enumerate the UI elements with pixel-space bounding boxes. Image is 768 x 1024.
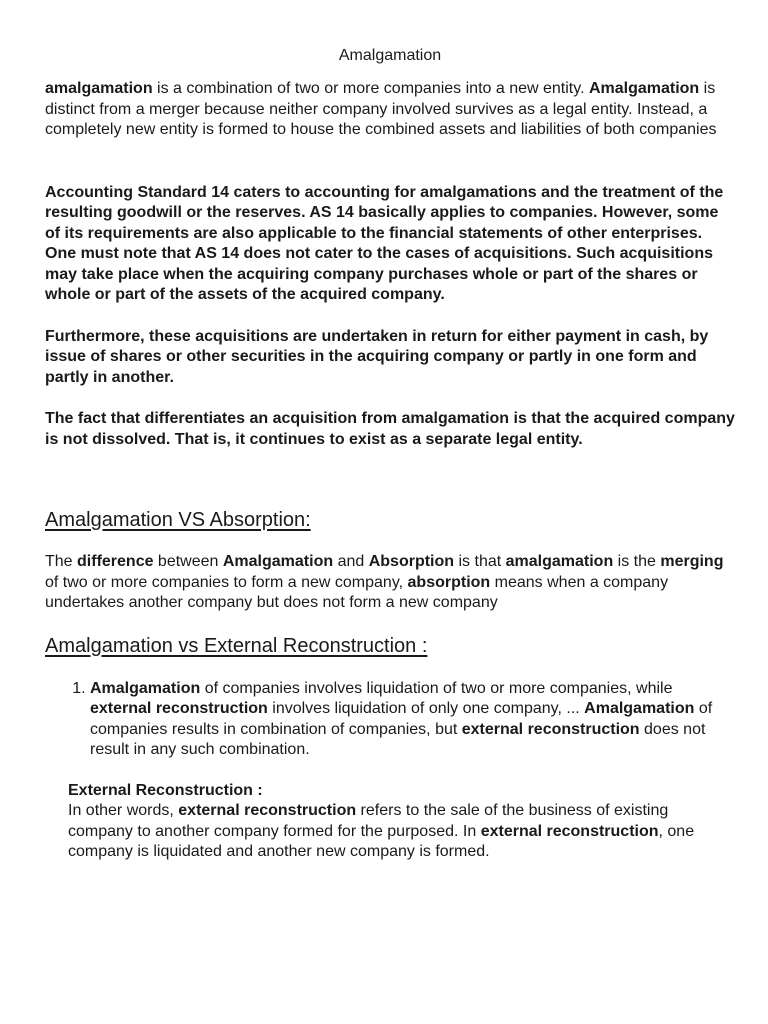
- item-text: involves liquidation of only one company, ...: [267, 700, 585, 717]
- diff-text: of two or more companies to form a new company,: [45, 573, 408, 591]
- difference-paragraph: [45, 552, 735, 614]
- item-term: Amalgamation: [584, 700, 695, 717]
- item-term: external reconstruction: [461, 720, 640, 738]
- diff-text: and: [333, 553, 369, 570]
- diff-term: difference: [77, 553, 154, 570]
- diff-term: Amalgamation: [222, 553, 334, 570]
- intro-term-2: Amalgamation: [588, 80, 700, 97]
- section-heading-absorption: Amalgamation VS Absorption:: [45, 509, 311, 531]
- as14-paragraph-1: Accounting Standard 14 caters to accounting for amalgamations and the treatment of the resulting goodwill or the reserves. AS 14 basically applies to companies. However, some of its requirements are also applicable to the financial statements of other enterprises.: [45, 183, 724, 242]
- item-term: external reconstruction: [90, 700, 268, 717]
- diff-term: merging: [660, 553, 724, 570]
- document-title: Amalgamation: [338, 47, 442, 64]
- intro-paragraph: [45, 79, 735, 141]
- list-item: [90, 679, 735, 761]
- intro-text-2: is distinct from a merger because neither company involved survives as a legal entity. Instead, a completely new entity is formed to house the combined assets and liabilities of both companies: [45, 80, 717, 138]
- external-reconstruction-paragraph: [68, 801, 735, 863]
- diff-text: is that: [454, 553, 506, 570]
- section-heading-reconstruction: Amalgamation vs External Reconstruction :: [45, 634, 428, 657]
- ext-text: In other words,: [68, 802, 179, 819]
- external-reconstruction-title: External Reconstruction :: [68, 781, 263, 799]
- comparison-list: [45, 679, 735, 761]
- ext-term: external reconstruction: [480, 822, 659, 840]
- ext-text: , one company is liquidated and another new company is formed.: [68, 822, 695, 860]
- as14-paragraph-2: One must note that AS 14 does not cater to the cases of acquisitions. Such acquisitions may take place when the acquiring company purchases whole or part of the shares or whole or part of the assets of the acquired company.: [45, 245, 713, 303]
- diff-term: Absorption: [368, 553, 455, 570]
- ext-term: external reconstruction: [178, 802, 357, 819]
- intro-text-1: is a combination of two or more companies into a new entity.: [152, 80, 589, 97]
- item-text: of companies involves liquidation of two or more companies, while: [200, 679, 673, 697]
- diff-text: means when a company undertakes another company but does not form a new company: [45, 573, 669, 611]
- external-reconstruction-block: [68, 781, 735, 863]
- document-page: [45, 46, 735, 863]
- diff-text: The: [45, 553, 78, 570]
- ext-text: refers to the sale of the business of existing company to another company formed for the purposed. In: [68, 802, 669, 840]
- item-text: does not result in any such combination.: [90, 720, 706, 758]
- diff-text: between: [153, 553, 223, 570]
- diff-text: is the: [613, 553, 661, 570]
- item-text: of companies results in combination of companies, but: [90, 700, 713, 738]
- as14-paragraph-4: The fact that differentiates an acquisition from amalgamation is that the acquired company is not dissolved. That is, it continues to exist as a separate legal entity.: [45, 410, 735, 448]
- intro-term: amalgamation: [45, 80, 153, 97]
- diff-term: absorption: [407, 573, 491, 591]
- diff-term: amalgamation: [505, 553, 614, 570]
- as14-paragraph-3: Furthermore, these acquisitions are undertaken in return for either payment in cash, by issue of shares or other securities in the acquiring company or partly in one form and partly in another.: [45, 327, 709, 386]
- item-term: Amalgamation: [90, 679, 201, 697]
